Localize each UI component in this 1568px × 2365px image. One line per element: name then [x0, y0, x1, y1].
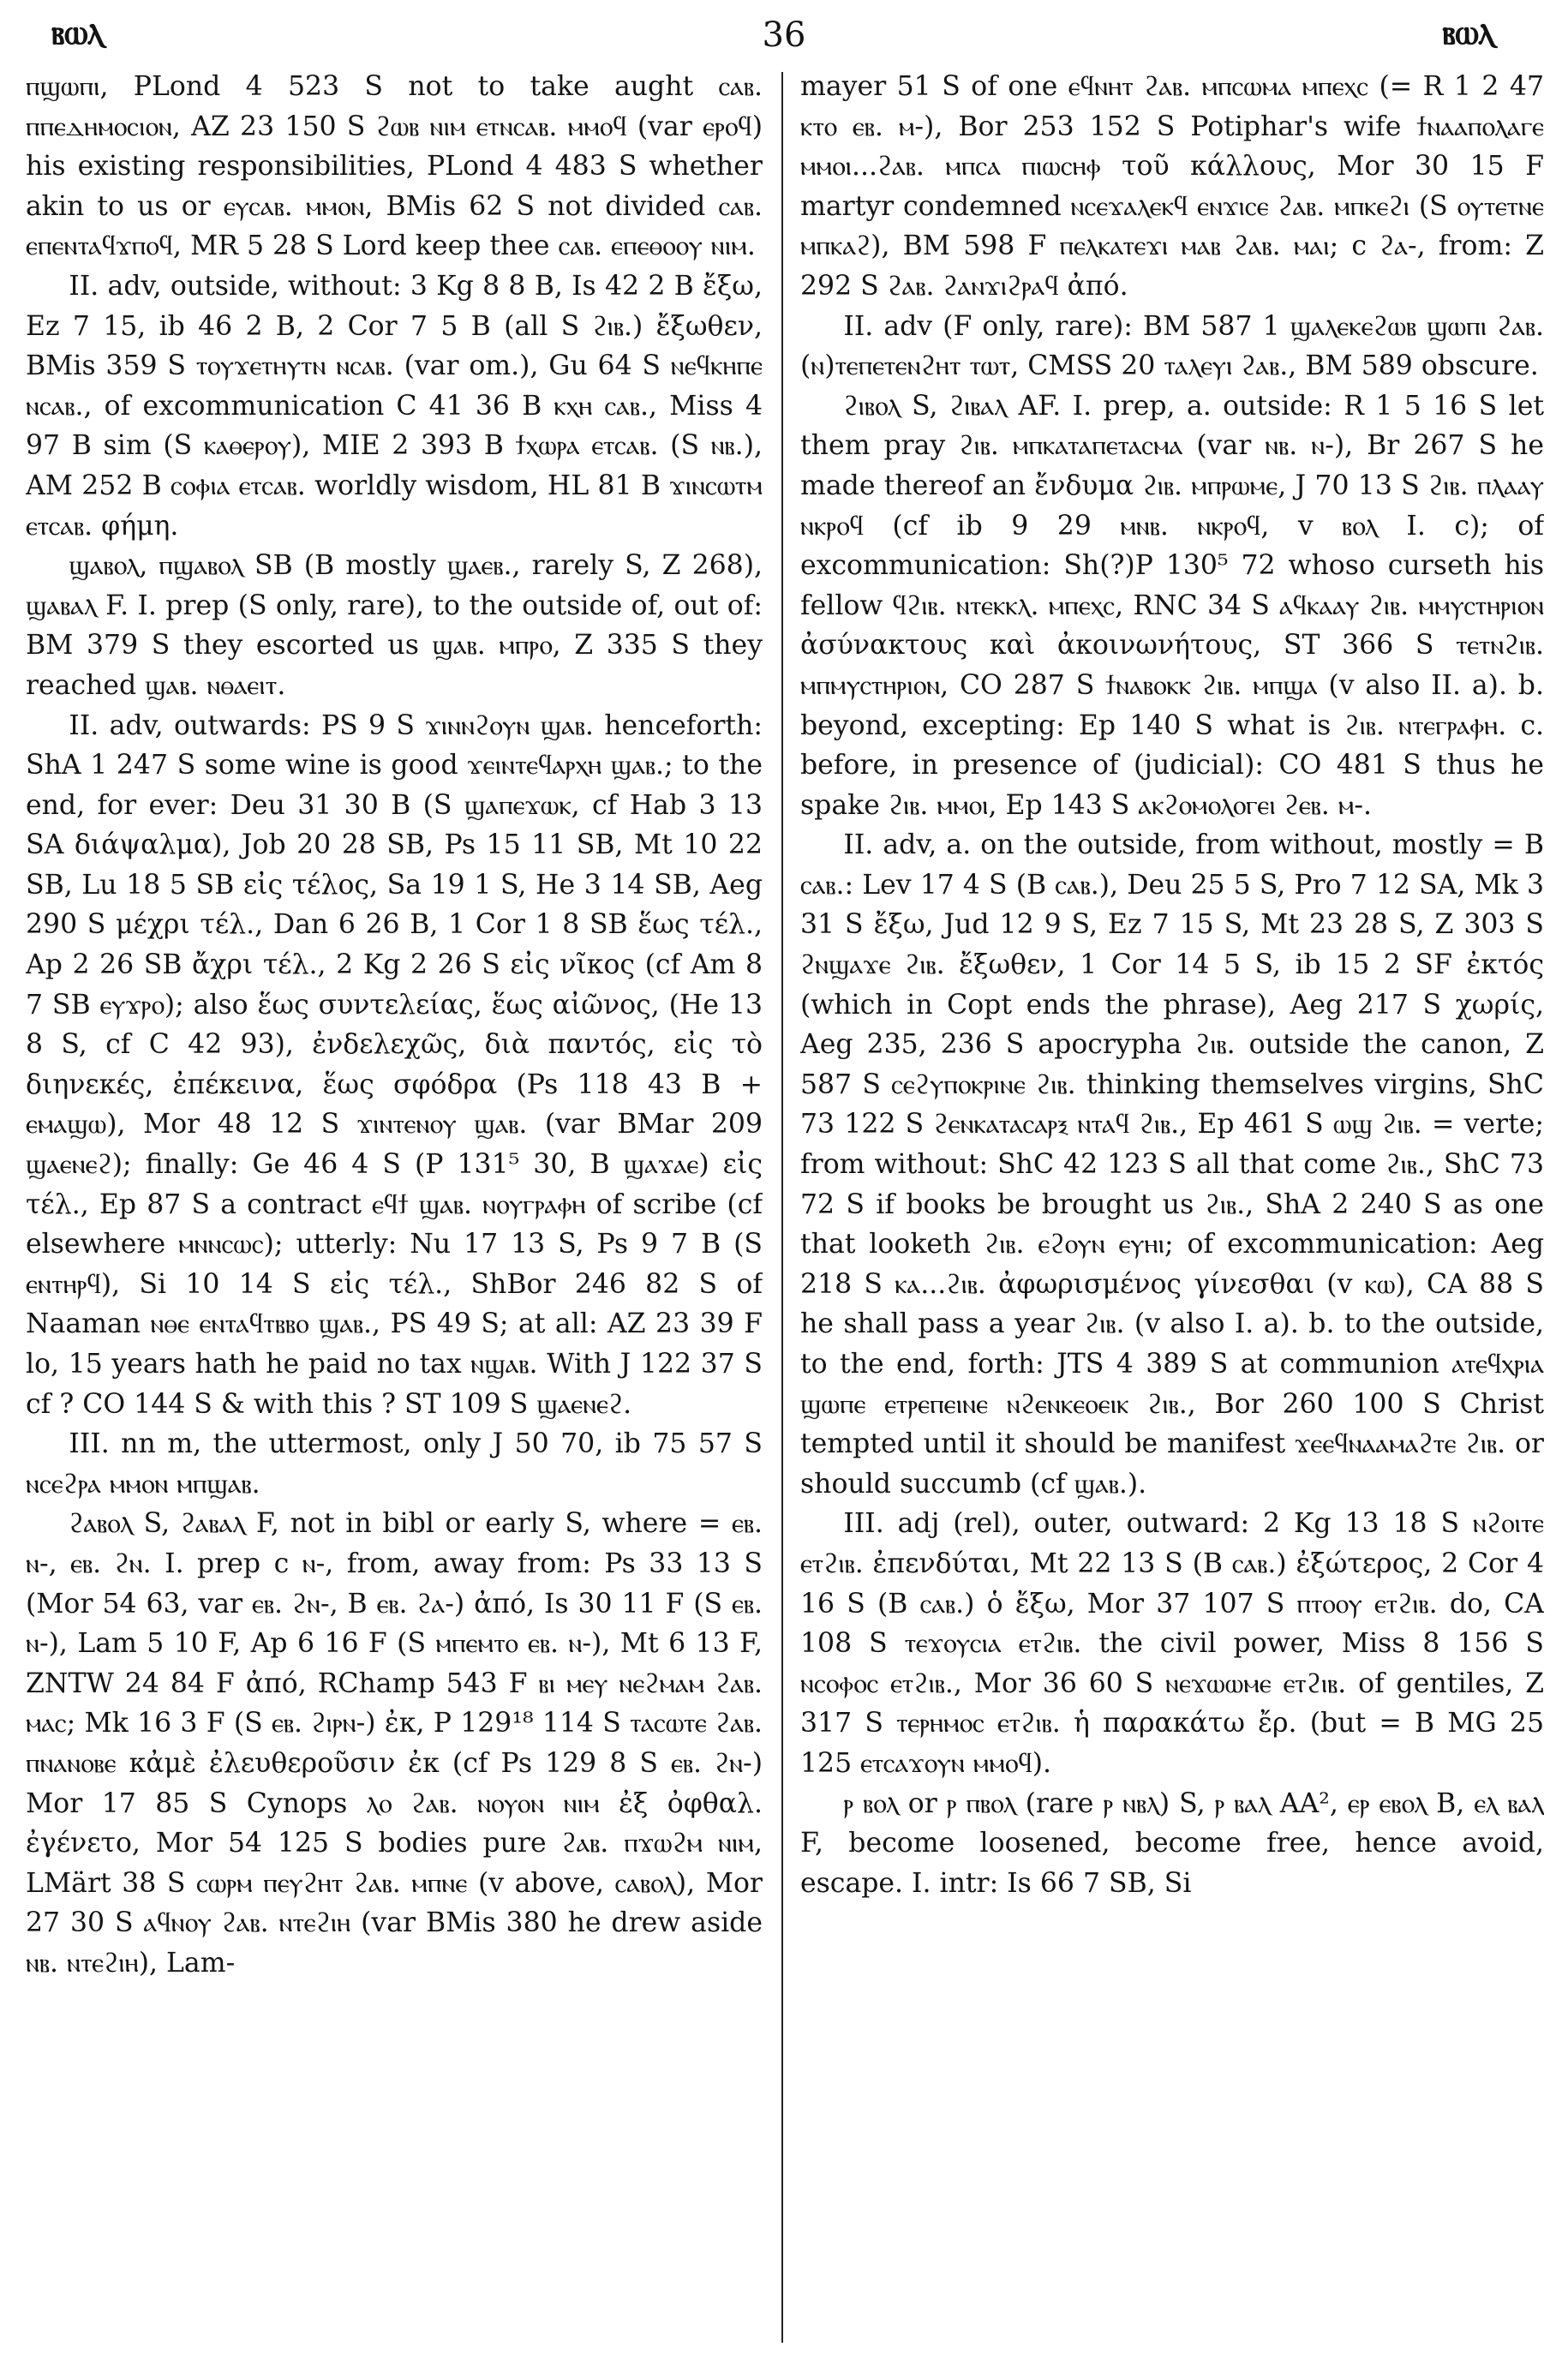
entry-paragraph: II. adv (F only, rare): BM 587 1 ϣⲁⲗⲉⲕⲉϩⲱⲃ ϣⲱⲡⲓ ϩⲁⲃ. (ⲛ)ⲧⲉⲡⲉⲧⲉⲛϩⲏⲧ ⲧⲱⲧ, CMSS 20 ⲧⲁⲗⲉⲩⲓ ϩⲁⲃ., BM 589 obscure.	[800, 310, 1544, 382]
entry-paragraph: ϩⲓⲃⲟⲗ S, ϩⲓⲃⲁⲗ AF. I. prep, a. outside: R 1 5 16 S let them pray ϩⲓⲃ. ⲙⲡⲕⲁⲧⲁⲡⲉⲧⲁⲥⲙⲁ (var ⲛⲃ. ⲛ-), Br 267 S he made thereof an ἔνδυμα ϩⲓⲃ. ⲙⲡⲣⲱⲙⲉ, J 70 13 S ϩⲓⲃ. ⲡⲗⲁⲁⲩ ⲛⲕⲣⲟϥ (cf ib 9 29 ⲙⲛⲃ. ⲛⲕⲣⲟϥ, v ⲃⲟⲗ I. c); of excommunication: Sh(?)P 130⁵ 72 whoso curseth his fellow ϥϩⲓⲃ. ⲛⲧⲉⲕⲕⲗ. ⲙⲡⲉⲭⲥ, RNC 34 S ⲁϥⲕⲁⲁⲩ ϩⲓⲃ. ⲙⲙⲩⲥⲧⲏⲣⲓⲟⲛ ἀσύνακτους καὶ ἀκοινωνήτους, ST 366 S ⲧⲉⲧⲛϩⲓⲃ. ⲙⲡⲙⲩⲥⲧⲏⲣⲓⲟⲛ, CO 287 S ϯⲛⲁⲃⲟⲕⲕ ϩⲓⲃ. ⲙⲡϣⲁ (v also II. a). b. beyond, excepting: Ep 140 S what is ϩⲓⲃ. ⲛⲧⲉⲅⲣⲁⲫⲏ. c. before, in presence of (judicial): CO 481 S thus he spake ϩⲓⲃ. ⲙⲙⲟⲓ, Ep 143 S ⲁⲕϩⲟⲙⲟⲗⲟⲅⲉⲓ ϩⲉⲃ. ⲙ-.	[800, 390, 1544, 821]
entry-paragraph: mayer 51 S of one ⲉϥⲛⲏⲧ ϩⲁⲃ. ⲙⲡⲥⲱⲙⲁ ⲙⲡⲉⲭⲥ (= R 1 2 47 ⲕⲧⲟ ⲉⲃ. ⲙ-), Bor 253 152 S Potiphar's wife ϯⲛⲁⲁⲡⲟⲗⲁⲅⲉ ⲙⲙⲟⲓ...ϩⲁⲃ. ⲙⲡⲥⲁ ⲡⲓⲱⲥⲏⲫ τοῦ κάλλους, Mor 30 15 F martyr condemned ⲛⲥⲉϫⲁⲗⲉⲕϥ ⲉⲛϫⲓⲥⲉ ϩⲁⲃ. ⲙⲡⲕⲉϩⲓ (S ⲟⲩⲧⲉⲧⲛⲉ ⲙⲡⲕⲁϩ), BM 598 F ⲡⲉⲗⲕⲁⲧⲉϫⲓ ⲙⲁⲃ ϩⲁⲃ. ⲙⲁⲓ; c ϩⲁ-, from: Z 292 S ϩⲁⲃ. ϩⲁⲛϫⲓϩⲣⲁϥ ἀπό.	[800, 71, 1544, 302]
left-headword: ⲃⲱⲗ	[51, 12, 104, 52]
page-number: 36	[762, 15, 806, 55]
entry-paragraph: III. nn m, the uttermost, only J 50 70, ib 75 57 S ⲛⲥⲉϩⲣⲁ ⲙⲙⲟⲛ ⲙⲡϣⲁⲃ.	[26, 1428, 763, 1500]
entry-paragraph: II. adv, outwards: PS 9 S ϫⲓⲛⲛϩⲟⲩⲛ ϣⲁⲃ. henceforth: ShA 1 247 S some wine is good ϫⲉⲓⲛⲧⲉϥⲁⲣⲭⲏ ϣⲁⲃ.; to the end, for ever: Deu 31 30 B (S ϣⲁⲡⲉϫⲱⲕ, cf Hab 3 13 SA διάψαλμα), Job 20 28 SB, Ps 15 11 SB, Mt 10 22 SB, Lu 18 5 SB εἰς τέλος, Sa 19 1 S, He 3 14 SB, Aeg 290 S μέχρι τέλ., Dan 6 26 B, 1 Cor 1 8 SB ἕως τέλ., Ap 2 26 SB ἄχρι τέλ., 2 Kg 2 26 S εἰς νῖκος (cf Am 8 7 SB ⲉⲩϫⲣⲟ); also ἕως συντελείας, ἕως αἰῶνος, (He 13 8 S, cf C 42 93), ἐνδελεχῶς, διὰ παντός, εἰς τὸ διηνεκές, ἐπέκεινα, ἕως σφόδρα (Ps 118 43 B + ⲉⲙⲁϣⲱ), Mor 48 12 S ϫⲓⲛⲧⲉⲛⲟⲩ ϣⲁⲃ. (var BMar 209 ϣⲁⲉⲛⲉϩ); finally: Ge 46 4 S (P 131⁵ 30, B ϣⲁϫⲁⲉ) εἰς τέλ., Ep 87 S a contract ⲉϥϯ ϣⲁⲃ. ⲛⲟⲩⲅⲣⲁⲫⲏ of scribe (cf elsewhere ⲙⲛⲛⲥⲱⲥ); utterly: Nu 17 13 S, Ps 9 7 B (S ⲉⲛⲧⲏⲣϥ), Si 10 14 S εἰς τέλ., ShBor 246 82 S of Naaman ⲛⲑⲉ ⲉⲛⲧⲁϥⲧⲃⲃⲟ ϣⲁⲃ., PS 49 S; at all: AZ 23 39 F lo, 15 years hath he paid no tax ⲛϣⲁⲃ. With J 122 37 S cf ? CO 144 S & with this ? ST 109 S ϣⲁⲉⲛⲉϩ.	[26, 710, 763, 1420]
right-column	[800, 67, 1544, 2355]
entry-paragraph: ϩⲁⲃⲟⲗ S, ϩⲁⲃⲁⲗ F, not in bibl or early S, where = ⲉⲃ. ⲛ-, ⲉⲃ. ϩⲛ. I. prep c ⲛ-, from, away from: Ps 33 13 S (Mor 54 63, var ⲉⲃ. ϩⲛ-, B ⲉⲃ. ϩⲁ-) ἀπό, Is 30 11 F (S ⲉⲃ. ⲛ-), Lam 5 10 F, Ap 6 16 F (S ⲙⲡⲉⲙⲧⲟ ⲉⲃ. ⲛ-), Mt 6 13 F, ZNTW 24 84 F ἀπό, RChamp 543 F ⲃⲓ ⲙⲉⲩ ⲛⲉϩⲙⲁⲙ ϩⲁⲃ. ⲙⲁⲥ; Mk 16 3 F (S ⲉⲃ. ϩⲓⲣⲛ-) ἐκ, P 129¹⁸ 114 S ⲧⲁⲥⲱⲧⲉ ϩⲁⲃ. ⲡⲛⲁⲛⲟⲃⲉ κἀμὲ ἐλευθεροῦσιν ἐκ (cf Ps 129 8 S ⲉⲃ. ϩⲛ-) Mor 17 85 S Cynops ⲗⲟ ϩⲁⲃ. ⲛⲟⲩⲟⲛ ⲛⲓⲙ ἐξ ὀφθαλ. ἐγένετο, Mor 54 125 S bodies pure ϩⲁⲃ. ⲡϫⲱϩⲙ ⲛⲓⲙ, LMärt 38 S ⲥⲱⲣⲙ ⲡⲉⲩϩⲏⲧ ϩⲁⲃ. ⲙⲡⲛⲉ (v above, ⲥⲁⲃⲟⲗ), Mor 27 30 S ⲁϥⲛⲟⲩ ϩⲁⲃ. ⲛⲧⲉϩⲓⲏ (var BMis 380 he drew aside ⲛⲃ. ⲛⲧⲉϩⲓⲏ), Lam-	[26, 1508, 763, 1979]
right-headword: ⲃⲱⲗ	[1442, 12, 1494, 52]
entry-paragraph: II. adv, outside, without: 3 Kg 8 8 B, Is 42 2 B ἔξω, Ez 7 15, ib 46 2 B, 2 Cor 7 5 B (all S ϩⲓⲃ.) ἔξωθεν, BMis 359 S ⲧⲟⲩϫⲉⲧⲏⲩⲧⲛ ⲛⲥⲁⲃ. (var om.), Gu 64 S ⲛⲉϥⲕⲏⲡⲉ ⲛⲥⲁⲃ., of excommunication C 41 36 B ⲕⲭⲏ ⲥⲁⲃ., Miss 4 97 B sim (S ⲕⲁⲑⲉⲣⲟⲩ), MIE 2 393 B ϯⲭⲱⲣⲁ ⲉⲧⲥⲁⲃ. (S ⲛⲃ.), AM 252 B ⲥⲟⲫⲓⲁ ⲉⲧⲥⲁⲃ. worldly wisdom, HL 81 B ϫⲓⲛⲥⲱⲧⲙ ⲉⲧⲥⲁⲃ. φήμη.	[26, 270, 763, 542]
left-column	[26, 67, 763, 2355]
entry-paragraph: III. adj (rel), outer, outward: 2 Kg 13 18 S ⲛϩⲟⲓⲧⲉ ⲉⲧϩⲓⲃ. ἐπενδύται, Mt 22 13 S (B ⲥⲁⲃ.) ἐξώτερος, 2 Cor 4 16 S (B ⲥⲁⲃ.) ὁ ἔξω, Mor 37 107 S ⲡⲧⲟⲟⲩ ⲉⲧϩⲓⲃ. do, CA 108 S ⲧⲉϫⲟⲩⲥⲓⲁ ⲉⲧϩⲓⲃ. the civil power, Miss 8 156 S ⲛⲥⲟⲫⲟⲥ ⲉⲧϩⲓⲃ., Mor 36 60 S ⲛⲉϫⲱⲱⲙⲉ ⲉⲧϩⲓⲃ. of gentiles, Z 317 S ⲧⲉⲣⲏⲙⲟⲥ ⲉⲧϩⲓⲃ. ἡ παρακάτω ἔρ. (but = B MG 25 125 ⲉⲧⲥⲁϫⲟⲩⲛ ⲙⲙⲟϥ).	[800, 1508, 1544, 1779]
entry-paragraph: ϣⲁⲃⲟⲗ, ⲡϣⲁⲃⲟⲗ SB (B mostly ϣⲁⲉⲃ., rarely S, Z 268), ϣⲁⲃⲁⲗ F. I. prep (S only, rare), to the outside of, out of: BM 379 S they escorted us ϣⲁⲃ. ⲙⲡⲣⲟ, Z 335 S they reached ϣⲁⲃ. ⲛⲑⲁⲉⲓⲧ.	[26, 550, 763, 701]
entry-paragraph: ⲣ ⲃⲟⲗ or ⲣ ⲡⲃⲟⲗ (rare ⲣ ⲛⲃⲗ) S, ⲣ ⲃⲁⲗ AA², ⲉⲣ ⲉⲃⲟⲗ B, ⲉⲗ ⲃⲁⲗ F, become loosened, become free, hence avoid, escape. I. intr: Is 66 7 SB, Si	[800, 1787, 1544, 1899]
page-header	[0, 12, 1568, 63]
entry-paragraph: ⲡϣⲱⲡⲓ, PLond 4 523 S not to take aught ⲥⲁⲃ. ⲡⲡⲉⲇⲏⲙⲟⲥⲓⲟⲛ, AZ 23 150 S ϩⲱⲃ ⲛⲓⲙ ⲉⲧⲛⲥⲁⲃ. ⲙⲙⲟϥ (var ⲉⲣⲟϥ) his existing responsibilities, PLond 4 483 S whether akin to us or ⲉⲩⲥⲁⲃ. ⲙⲙⲟⲛ, BMis 62 S not divided ⲥⲁⲃ. ⲉⲡⲉⲛⲧⲁϥϫⲡⲟϥ, MR 5 28 S Lord keep thee ⲥⲁⲃ. ⲉⲡⲉⲑⲟⲟⲩ ⲛⲓⲙ.	[26, 71, 763, 262]
entry-paragraph: II. adv, a. on the outside, from without, mostly = B ⲥⲁⲃ.: Lev 17 4 S (B ⲥⲁⲃ.), Deu 25 5 S, Pro 7 12 SA, Mk 3 31 S ἔξω, Jud 12 9 S, Ez 7 15 S, Mt 23 28 S, Z 303 S ϩⲛϣⲁϫⲉ ϩⲓⲃ. ἔξωθεν, 1 Cor 14 5 S, ib 15 2 SF ἐκτός (which in Copt ends the phrase), Aeg 217 S χωρίς, Aeg 235, 236 S apocrypha ϩⲓⲃ. outside the canon, Z 587 S ⲥⲉϩⲩⲡⲟⲕⲣⲓⲛⲉ ϩⲓⲃ. thinking themselves virgins, ShC 73 122 S ϩⲉⲛⲕⲁⲧⲁⲥⲁⲣⲝ ⲛⲧⲁϥ ϩⲓⲃ., Ep 461 S ⲱϣ ϩⲓⲃ. = verte; from without: ShC 42 123 S all that come ϩⲓⲃ., ShC 73 72 S if books be brought us ϩⲓⲃ., ShA 2 240 S as one that looketh ϩⲓⲃ. ⲉϩⲟⲩⲛ ⲉⲩⲏⲓ; of excommunication: Aeg 218 S ⲕⲁ...ϩⲓⲃ. ἀφωρισμένος γίνεσθαι (v ⲕⲱ), CA 88 S he shall pass a year ϩⲓⲃ. (v also I. a). b. to the outside, to the end, forth: JTS 4 389 S at communion ⲁⲧⲉϥⲭⲣⲓⲁ ϣⲱⲡⲉ ⲉⲧⲣⲉⲡⲉⲓⲛⲉ ⲛϩⲉⲛⲕⲉⲟⲉⲓⲕ ϩⲓⲃ., Bor 260 100 S Christ tempted until it should be manifest ϫⲉⲉϥⲛⲁⲁⲙⲁϩⲧⲉ ϩⲓⲃ. or should succumb (cf ϣⲁⲃ.).	[800, 829, 1544, 1500]
column-divider	[781, 72, 783, 2343]
